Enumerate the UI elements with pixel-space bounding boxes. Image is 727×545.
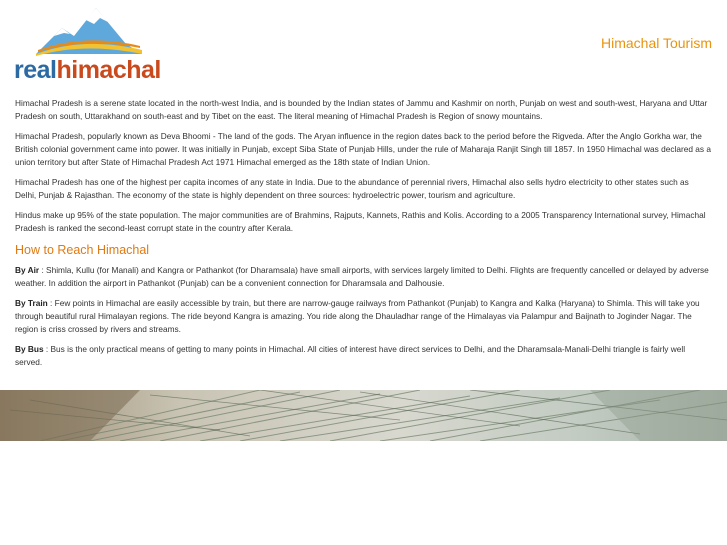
logo-himachal-text: himachal <box>56 56 161 84</box>
intro-paragraph: Himachal Pradesh, popularly known as Deva Bhoomi - The land of the gods. The Aryan influence in the region dates back to the period before the Rigveda. After the Anglo Gorkha war, the British colonial government came into power. It was initially in Punjab, except Siba State of Punjab Hills, under the rule of Maharaja Ranjit Singh till 1857. In 1950 Himachal was declared as a union territory but after State of Himachal Pradesh Act 1971 Himachal emerged as the 18th state of Indian Union. <box>15 131 711 167</box>
site-title: Himachal Tourism <box>601 35 712 51</box>
reach-item-air <box>15 264 712 290</box>
reach-text: : Bus is the only practical means of getting to many points in Himachal. All cities of interest have direct services to Delhi, and the Dharamsala-Manali-Delhi triangle is fairly well served. <box>15 344 686 367</box>
reach-text: : Shimla, Kullu (for Manali) and Kangra or Pathankot (for Dharamsala) have small airports, with services largely limited to Delhi. Flights are frequently cancelled or delayed by adverse weather. In addition the airport in Pathankot (Punjab) can be a convenient connection for Dharamsala and Dalhousie. <box>15 265 709 288</box>
mountain-logo-icon <box>34 6 144 58</box>
logo-wordmark <box>14 56 161 84</box>
reach-label: By Bus <box>15 344 44 354</box>
intro-paragraph: Hindus make up 95% of the state population. The major communities are of Brahmins, Rajputs, Kannets, Rathis and Kolis. According to a 2005 Transparency International survey, Himachal Pradesh is ranked the second-least corrupt state in the country after Kerala. <box>15 210 706 233</box>
reach-text: : Few points in Himachal are easily accessible by train, but there are narrow-gauge railways from Pathankot (Punjab) to Kangra and Kalka (Haryana) to Shimla. This will take you through beautiful rural Himalayan regions. The ride beyond Kangra is amazing. You ride along the Dhauladhar range of the Himalayas via Palampur and Baijnath to Joginder Nagar. The region is criss crossed by rivers and streams. <box>15 298 700 334</box>
logo-real-text: real <box>14 56 57 84</box>
pine-needles-image <box>0 390 727 441</box>
reach-item-train <box>15 297 712 336</box>
site-logo[interactable] <box>14 6 174 84</box>
intro-paragraph: Himachal Pradesh is a serene state located in the north-west India, and is bounded by the Indian states of Jammu and Kashmir on north, Punjab on west and south-west, Haryana and Uttar Pradesh on south, Uttarakhand on south-east and by Tibet on the east. The literal meaning of Himachal Pradesh is Region of snowy mountains. <box>15 98 708 121</box>
main-content <box>15 97 712 376</box>
pine-needles-banner-image <box>0 390 727 441</box>
section-heading-how-to-reach: How to Reach Himachal <box>15 243 150 257</box>
intro-paragraph: Himachal Pradesh has one of the highest per capita incomes of any state in India. Due to the abundance of perennial rivers, Himachal also sells hydro electricity to other states such as Delhi, Punjab & Rajasthan. The economy of the state is highly dependent on three sources: hydroelectric power, tourism and agriculture. <box>15 177 689 200</box>
reach-item-bus <box>15 343 712 369</box>
reach-label: By Train <box>15 298 48 308</box>
reach-label: By Air <box>15 265 40 275</box>
